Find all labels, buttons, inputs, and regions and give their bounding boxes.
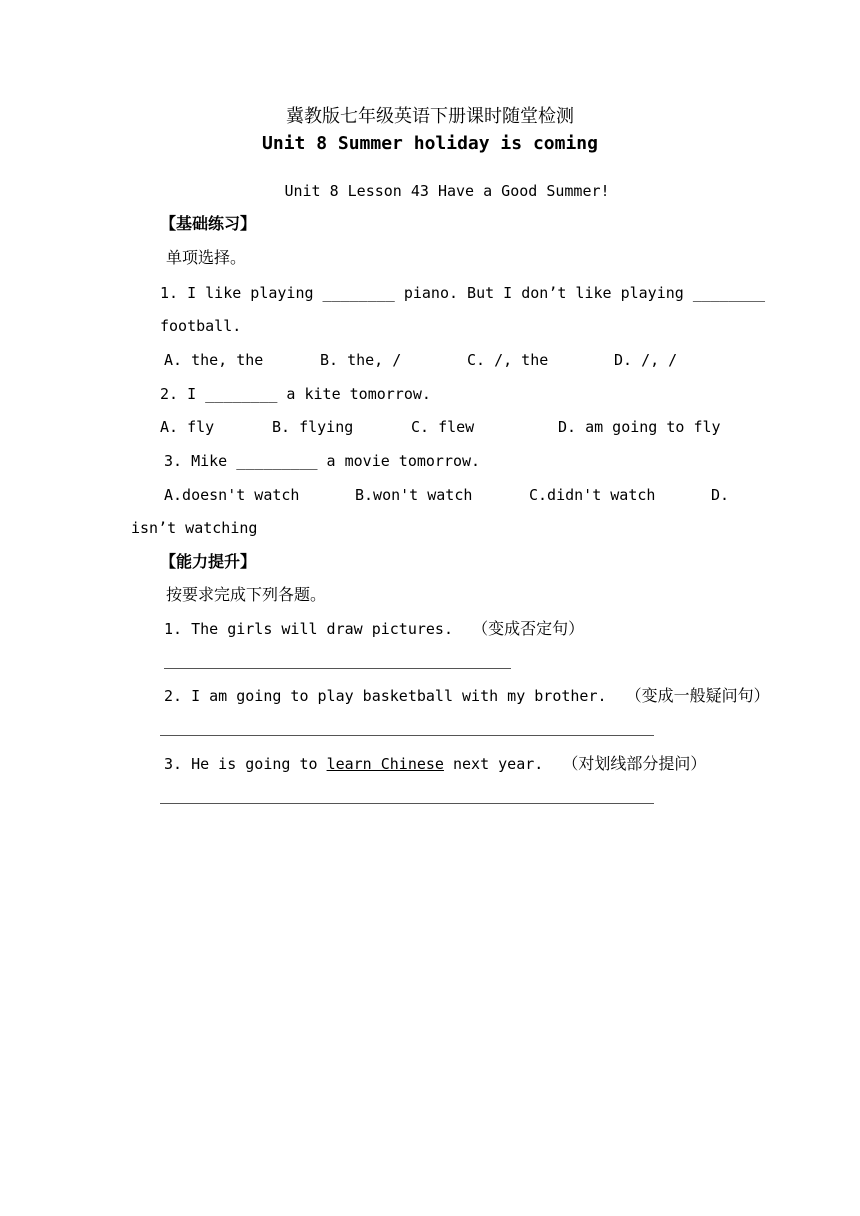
section-instruction-basic: 单项选择。	[166, 248, 247, 267]
task-2-instruction: （变成一般疑问句）	[625, 686, 770, 705]
task-2-sentence: 2. I am going to play basketball with my brother.	[164, 687, 607, 705]
question-2-option-d: D. am going to fly	[558, 418, 721, 436]
question-3-stem: 3. Mike _________ a movie tomorrow.	[164, 452, 481, 470]
section-heading-advanced: 【能力提升】	[160, 552, 257, 571]
question-1-option-c: C. /, the	[467, 351, 549, 369]
question-2-option-b: B. flying	[272, 418, 354, 436]
task-3-underlined-phrase: learn Chinese	[326, 755, 444, 773]
answer-line-3	[160, 803, 654, 804]
question-1-option-d: D. /, /	[614, 351, 678, 369]
question-3-line-2: isn’t watching	[131, 519, 258, 537]
question-3-option-a: A.doesn't watch	[164, 486, 300, 504]
question-3-option-b: B.won't watch	[355, 486, 473, 504]
question-3-option-d: D.	[711, 486, 730, 504]
question-1-line-2: football.	[160, 317, 242, 335]
lesson-title: Unit 8 Lesson 43 Have a Good Summer!	[284, 182, 610, 200]
task-3-suffix: next year.	[443, 755, 544, 773]
question-1-option-a: A. the, the	[164, 351, 264, 369]
question-3-option-c: C.didn't watch	[529, 486, 656, 504]
answer-line-1	[164, 668, 511, 669]
task-2	[164, 686, 770, 706]
question-1-line-1: 1. I like playing ________ piano. But I don’t like playing ________	[160, 284, 766, 302]
page-title-chinese: 冀教版七年级英语下册课时随堂检测	[286, 106, 574, 127]
task-1	[164, 619, 584, 639]
task-3-prefix: 3. He is going to	[164, 755, 327, 773]
question-1-option-b: B. the, /	[320, 351, 402, 369]
page-title-english: Unit 8 Summer holiday is coming	[262, 133, 598, 154]
section-instruction-advanced: 按要求完成下列各题。	[166, 585, 327, 604]
task-3	[164, 754, 706, 774]
question-2-option-a: A. fly	[160, 418, 215, 436]
task-3-instruction: （对划线部分提问）	[562, 754, 707, 773]
task-1-sentence: 1. The girls will draw pictures.	[164, 620, 453, 638]
answer-line-2	[160, 735, 654, 736]
task-1-instruction: （变成否定句）	[472, 619, 585, 638]
question-2-stem: 2. I ________ a kite tomorrow.	[160, 385, 431, 403]
question-2-option-c: C. flew	[411, 418, 475, 436]
section-heading-basic: 【基础练习】	[160, 214, 257, 233]
